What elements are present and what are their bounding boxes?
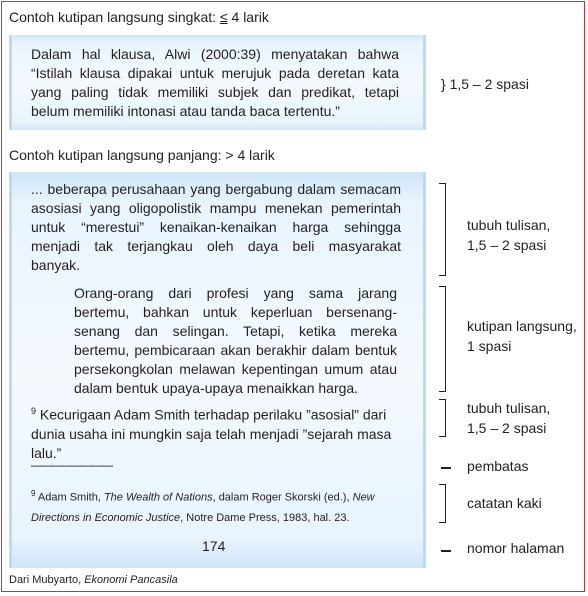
- block-quote-paragraph: Orang-orang dari profesi yang sama jarang bertemu, bahkan untuk keperluan bersenang- senang dan selingan. Tetapi, ketika mereka bertemu, pembicaraan akan berakhir dalam bentuk persekongkolan melawan kepentingan umum atau dalam bentuk upaya-upaya menaikkan harga.: [74, 285, 397, 396]
- bracket-body-text: [439, 183, 446, 276]
- separator-pointer: [441, 467, 451, 469]
- footnote-text: $^9$ Adam Smith, The Wealth of Nations, dalam Roger Skorski (ed.), New Directions in Economic Justice, Notre Dame Press, 1983, hal. 23.: [31, 489, 375, 524]
- bracket-footnote: [439, 484, 446, 523]
- label-page-number: nomor halaman: [467, 540, 565, 556]
- bracket-block-quote: [439, 286, 446, 392]
- label-block-quote: kutipan langsung, 1 spasi: [467, 318, 577, 354]
- label-separator: pembatas: [467, 458, 529, 474]
- footnote-separator: ————————: [31, 458, 111, 472]
- label-body-text: tubuh tulisan, 1,5 – 2 spasi: [467, 217, 551, 253]
- footnote-reference: 9: [31, 406, 37, 416]
- heading-long-quote: Contoh kutipan langsung panjang: > 4 larik: [9, 147, 275, 163]
- label-footnote: catatan kaki: [467, 495, 542, 511]
- label-follow-text: tubuh tulisan, 1,5 – 2 spasi: [467, 400, 551, 436]
- follow-text-paragraph: $^9$ Kecurigaan Adam Smith terhadap perilaku ”asosial” dari dunia usaha ini mungkin saja telah menjadi ”sejarah masa lalu.”: [31, 406, 392, 461]
- body-text-paragraph: ... beberapa perusahaan yang bergabung dalam semacam asosiasi yang oligopolistik mampu menekan pemerintah untuk “merestui” kenaikan-kenaikan harga sehingga menjadi tak terjangkau oleh daya beli masyarakat banyak.: [31, 181, 401, 273]
- heading-short-quote: Contoh kutipan langsung singkat: ≤ 4 larik: [9, 9, 269, 25]
- short-quote-spacing-label: } 1,5 – 2 spasi: [441, 76, 529, 92]
- source-caption: Dari Mubyarto, Ekonomi Pancasila: [9, 574, 178, 586]
- page-number: 174: [202, 538, 226, 554]
- bracket-follow-text: [439, 399, 446, 437]
- page-number-pointer: [441, 550, 451, 552]
- short-quote-text: Dalam hal klausa, Alwi (2000:39) menyatakan bahwa “Istilah klausa dipakai untuk merujuk pada deretan kata yang paling tidak memiliki subjek dan predikat, tetapi belum memiliki intonasi atau tanda baca tertentu.”: [31, 46, 399, 119]
